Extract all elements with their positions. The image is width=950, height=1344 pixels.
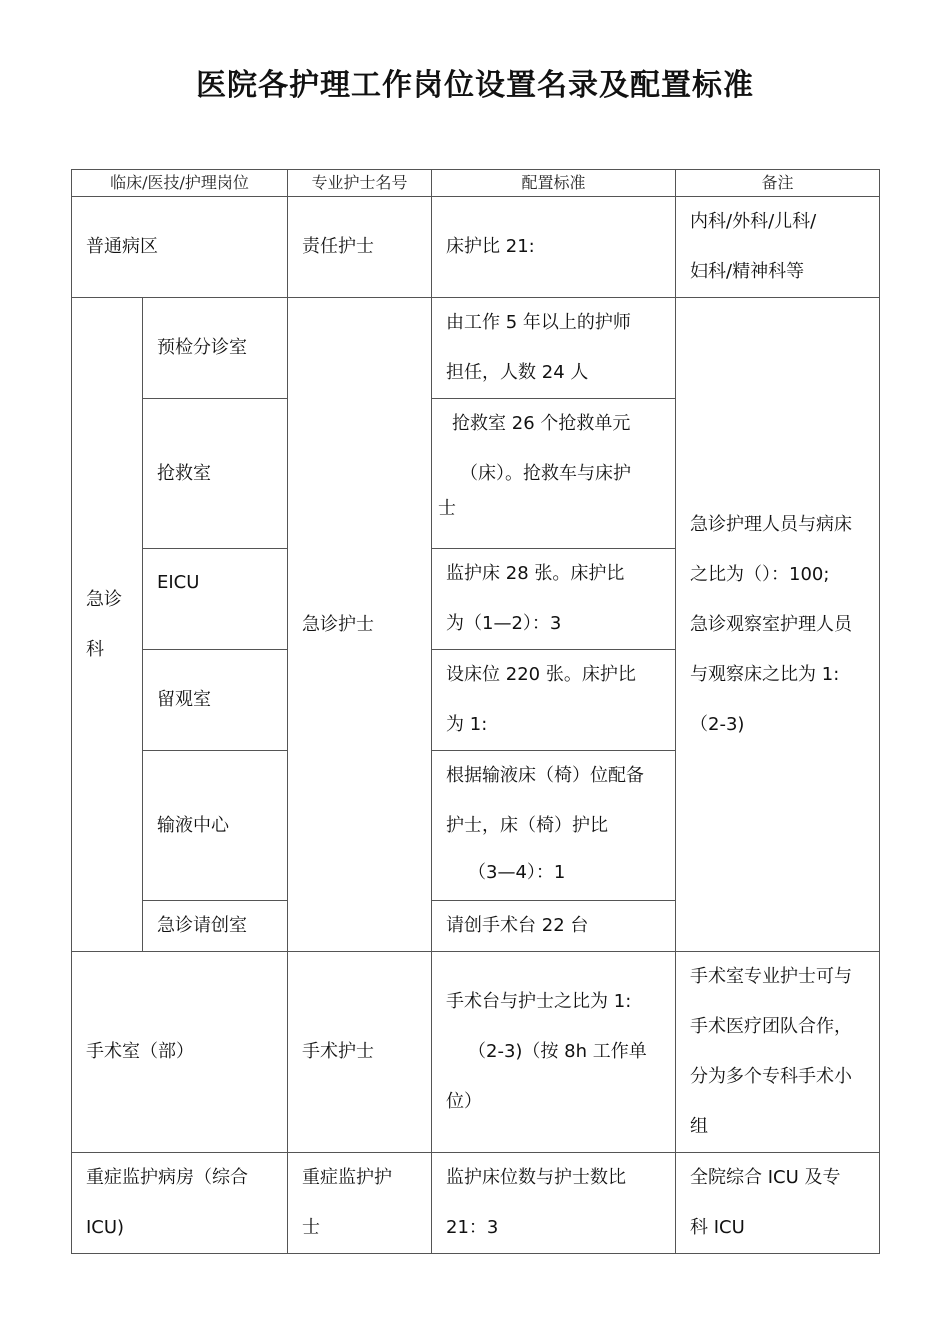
post-icu bbox=[72, 1153, 288, 1254]
post-line: ICU) bbox=[86, 1217, 125, 1238]
standard-line: 担任，人数 24 人 bbox=[446, 362, 589, 383]
standard-line: （3—4）：1 bbox=[468, 862, 566, 883]
standard-line: 抢救室 26 个抢救单元 bbox=[452, 413, 631, 434]
nurse-emergency: 急诊护士 bbox=[288, 298, 432, 952]
standard-line: 手术台与护士之比为 1: bbox=[446, 991, 632, 1012]
standard-line: 监护床 28 张。床护比 bbox=[446, 563, 625, 584]
standard-icu bbox=[432, 1153, 676, 1254]
note-line: 全院综合 ICU 及专 bbox=[690, 1167, 841, 1188]
header-note: 备注 bbox=[676, 170, 880, 197]
note-line: 之比为（）：100; bbox=[690, 563, 830, 585]
post-eicu: EICU bbox=[143, 549, 288, 650]
standard-general-ward: 床护比 21: bbox=[432, 197, 676, 298]
standard-line: 监护床位数与护士数比 bbox=[446, 1167, 627, 1188]
note-general-ward bbox=[676, 197, 880, 298]
standard-line: 为（1—2）：3 bbox=[446, 613, 562, 634]
nurse-icu bbox=[288, 1153, 432, 1254]
standard-line: （床）。抢救车与床护 bbox=[460, 463, 632, 484]
note-line: 手术医疗团队合作， bbox=[690, 1016, 853, 1037]
standard-infusion bbox=[432, 751, 676, 901]
standard-line: 根据输液床（椅）位配备 bbox=[446, 765, 645, 786]
note-line: 科 ICU bbox=[690, 1217, 745, 1238]
note-line: 妇科/精神科等 bbox=[690, 261, 805, 282]
table-header-row bbox=[72, 170, 880, 197]
nurse-operating-room: 手术护士 bbox=[288, 952, 432, 1153]
table-row bbox=[72, 197, 880, 298]
standard-operating-room bbox=[432, 952, 676, 1153]
note-line: 与观察床之比为 1: bbox=[690, 663, 840, 685]
standard-line: 设床位 220 张。床护比 bbox=[446, 664, 636, 685]
table-row bbox=[72, 298, 880, 399]
post-infusion: 输液中心 bbox=[143, 751, 288, 901]
standard-debridement: 请创手术台 22 台 bbox=[432, 901, 676, 952]
post-operating-room: 手术室（部） bbox=[72, 952, 288, 1153]
note-line: （2-3) bbox=[690, 713, 745, 735]
note-line: 手术室专业护士可与 bbox=[690, 966, 853, 987]
standard-eicu bbox=[432, 549, 676, 650]
note-emergency bbox=[676, 298, 880, 952]
standard-line: （2-3)（按 8h 工作单 bbox=[468, 1041, 647, 1062]
standard-triage bbox=[432, 298, 676, 399]
nurse-line: 重症监护护 bbox=[302, 1167, 393, 1188]
standard-line: 护士，床（椅）护比 bbox=[446, 815, 609, 836]
nurse-line: 士 bbox=[302, 1217, 321, 1238]
page-title: 医院各护理工作岗位设置名录及配置标准 bbox=[196, 68, 754, 103]
note-line: 分为多个专科手术小 bbox=[690, 1066, 853, 1087]
header-nurse-title: 专业护士名号 bbox=[288, 170, 432, 197]
post-line: 重症监护病房（综合 bbox=[86, 1167, 248, 1188]
standard-line: 为 1: bbox=[446, 714, 488, 735]
table-row bbox=[72, 1153, 880, 1254]
standard-observation bbox=[432, 650, 676, 751]
note-line: 急诊护理人员与病床 bbox=[690, 513, 853, 535]
nursing-post-table bbox=[71, 169, 880, 1254]
standard-line: 21：3 bbox=[446, 1217, 499, 1238]
note-line: 内科/外科/儿科/ bbox=[690, 211, 817, 232]
note-line: 组 bbox=[690, 1116, 709, 1137]
nurse-general-ward: 责任护士 bbox=[288, 197, 432, 298]
standard-line: 位） bbox=[446, 1091, 483, 1112]
header-standard: 配置标准 bbox=[432, 170, 676, 197]
standard-rescue bbox=[432, 399, 676, 549]
dept-line: 急诊 bbox=[86, 588, 122, 610]
post-rescue: 抢救室 bbox=[143, 399, 288, 549]
note-icu bbox=[676, 1153, 880, 1254]
post-triage: 预检分诊室 bbox=[143, 298, 288, 399]
standard-line: 由工作 5 年以上的护师 bbox=[446, 312, 631, 333]
dept-emergency bbox=[72, 298, 143, 952]
note-operating-room bbox=[676, 952, 880, 1153]
note-line: 急诊观察室护理人员 bbox=[690, 613, 853, 635]
post-observation: 留观室 bbox=[143, 650, 288, 751]
table-row bbox=[72, 952, 880, 1153]
header-post: 临床/医技/护理岗位 bbox=[72, 170, 288, 197]
standard-line: 士 bbox=[438, 498, 457, 519]
post-debridement: 急诊请创室 bbox=[143, 901, 288, 952]
dept-line: 科 bbox=[86, 638, 104, 660]
post-general-ward: 普通病区 bbox=[72, 197, 288, 298]
